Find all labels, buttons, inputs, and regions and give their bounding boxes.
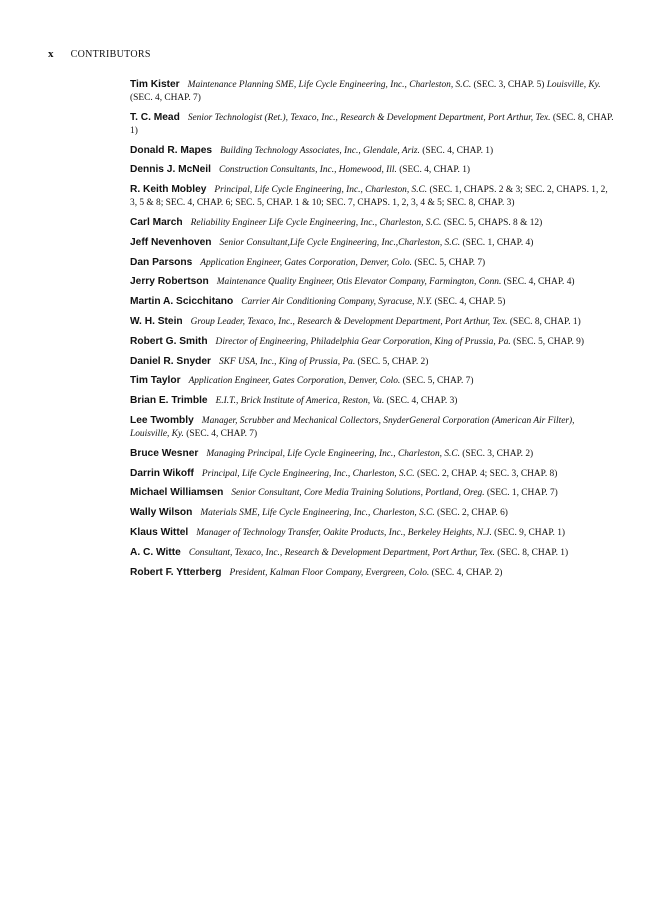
contributor-affiliation: Construction Consultants, Inc., Homewood, Ill. <box>218 165 397 176</box>
contributor-name: Martin A. Scicchitano <box>130 296 234 308</box>
contributor-section-reference: (SEC. 8, CHAP. 1) <box>509 316 581 327</box>
contributor-affiliation: Louisville, Ky. <box>546 80 601 90</box>
contributor-name: Klaus Wittel <box>130 526 189 538</box>
contributor-name: Tim Taylor <box>130 375 181 387</box>
contributor-section-reference: (SEC. 9, CHAP. 1) <box>494 527 566 538</box>
contributor-affiliation: Manager, Scrubber and Mechanical Collectors, SnyderGeneral Corporation (American Air Filter), Louisville, Ky. <box>130 415 575 439</box>
contributor-section-reference: (SEC. 4, CHAP. 7) <box>130 93 201 103</box>
contributor-entry <box>130 394 616 408</box>
contributor-affiliation: Materials SME, Life Cycle Engineering, Inc., Charleston, S.C. <box>200 508 435 519</box>
contributor-name: Brian E. Trimble <box>130 395 208 407</box>
contributor-entry <box>130 275 616 289</box>
contributor-name: Bruce Wesner <box>130 447 199 459</box>
contributor-entry <box>130 183 616 210</box>
contributor-name: R. Keith Mobley <box>130 184 207 196</box>
contributor-affiliation: Director of Engineering, Philadelphia Gear Corporation, King of Prussia, Pa. <box>215 336 511 347</box>
contributor-affiliation: Principal, Life Cycle Engineering, Inc., Charleston, S.C. <box>201 468 415 479</box>
contributor-entry <box>130 486 616 500</box>
contributor-section-reference: (SEC. 5, CHAP. 7) <box>414 257 486 268</box>
contributor-section-reference: (SEC. 4, CHAP. 1) <box>399 165 471 176</box>
contributor-section-reference: (SEC. 8, CHAP. 1) <box>497 547 569 558</box>
contributor-entry <box>130 374 616 388</box>
contributor-entry <box>130 546 616 560</box>
contributor-entry <box>130 506 616 520</box>
contributor-name: Tim Kister <box>130 79 180 90</box>
contributor-name: Jerry Robertson <box>130 276 209 288</box>
contributor-affiliation: E.I.T., Brick Institute of America, Reston, Va. <box>215 396 385 407</box>
contributor-section-reference: (SEC. 1, CHAP. 7) <box>486 488 558 499</box>
contributor-entry <box>130 355 616 369</box>
contributor-section-reference: (SEC. 5, CHAPS. 8 & 12) <box>443 217 543 228</box>
contributor-affiliation: Maintenance Planning SME, Life Cycle Engineering, Inc., Charleston, S.C. <box>187 80 472 90</box>
contributor-entry <box>130 236 616 250</box>
contributor-affiliation: Group Leader, Texaco, Inc., Research & Development Department, Port Arthur, Tex. <box>190 316 508 327</box>
contributor-name: A. C. Witte <box>130 546 181 558</box>
contributor-section-reference: (SEC. 5, CHAP. 9) <box>513 336 584 347</box>
contributor-name: Daniel R. Snyder <box>130 355 211 367</box>
contributor-entry <box>130 111 616 138</box>
contributor-entry <box>130 315 616 329</box>
contributor-affiliation: Senior Consultant, Core Media Training Solutions, Portland, Oreg. <box>231 488 485 499</box>
contributor-section-reference: (SEC. 3, CHAP. 2) <box>462 448 534 459</box>
contributor-name: Carl March <box>130 216 183 228</box>
contributor-affiliation: Senior Consultant,Life Cycle Engineering, Inc.,Charleston, S.C. <box>219 237 461 248</box>
contributor-affiliation: Building Technology Associates, Inc., Glendale, Ariz. <box>220 145 420 156</box>
contributor-section-reference: (SEC. 5, CHAP. 2) <box>357 356 429 367</box>
contributor-entry <box>130 447 616 461</box>
contributor-entry <box>130 526 616 540</box>
contributor-affiliation: Managing Principal, Life Cycle Engineering, Inc., Charleston, S.C. <box>206 448 460 459</box>
section-title: CONTRIBUTORS <box>70 49 151 60</box>
contributor-section-reference: (SEC. 5, CHAP. 7) <box>402 376 474 387</box>
contributor-name: Robert G. Smith <box>130 335 208 347</box>
contributor-entry <box>130 256 616 270</box>
contributor-section-reference: (SEC. 4, CHAP. 5) <box>434 297 506 308</box>
contributor-affiliation: Consultant, Texaco, Inc., Research & Development Department, Port Arthur, Tex. <box>188 547 495 558</box>
contributor-affiliation: Application Engineer, Gates Corporation, Denver, Colo. <box>188 376 401 387</box>
contributor-affiliation: SKF USA, Inc., King of Prussia, Pa. <box>218 356 356 367</box>
contributor-entry <box>130 295 616 309</box>
contributor-name: Dennis J. McNeil <box>130 164 211 176</box>
contributor-name: Wally Wilson <box>130 507 193 519</box>
contributor-section-reference: (SEC. 2, CHAP. 4; SEC. 3, CHAP. 8) <box>416 468 558 479</box>
contributor-section-reference: (SEC. 4, CHAP. 7) <box>186 428 258 439</box>
contributor-entry <box>130 144 616 158</box>
contributor-name: Dan Parsons <box>130 256 193 268</box>
contributor-name: Michael Williamsen <box>130 487 224 499</box>
contributor-affiliation: Reliability Engineer Life Cycle Engineering, Inc., Charleston, S.C. <box>190 217 442 228</box>
page-header <box>48 48 151 60</box>
contributor-section-reference: (SEC. 1, CHAP. 4) <box>462 237 534 248</box>
contributor-section-reference: (SEC. 8, CHAP. 1) <box>130 112 614 136</box>
page-number: x <box>48 48 54 60</box>
contributor-affiliation: Maintenance Quality Engineer, Otis Elevator Company, Farmington, Conn. <box>216 277 502 288</box>
contributor-affiliation: Manager of Technology Transfer, Oakite Products, Inc., Berkeley Heights, N.J. <box>196 527 492 538</box>
contributor-entry <box>130 414 616 441</box>
contributor-section-reference: (SEC. 4, CHAP. 1) <box>422 145 494 156</box>
contributor-name: Jeff Nevenhoven <box>130 236 212 248</box>
contributor-section-reference: (SEC. 3, CHAP. 5) <box>473 80 545 90</box>
contributor-name: Donald R. Mapes <box>130 144 213 156</box>
contributor-affiliation: Principal, Life Cycle Engineering, Inc., Charleston, S.C. <box>214 185 428 196</box>
contributor-entry <box>130 467 616 481</box>
contributor-affiliation: Application Engineer, Gates Corporation, Denver, Colo. <box>200 257 412 268</box>
contributor-affiliation: President, Kalman Floor Company, Evergreen, Colo. <box>229 567 430 578</box>
contributor-affiliation: Carrier Air Conditioning Company, Syracuse, N.Y. <box>241 297 433 308</box>
contributor-name: Robert F. Ytterberg <box>130 566 222 578</box>
contributor-entry <box>130 566 616 580</box>
contributor-entry <box>130 163 616 177</box>
contributors-list <box>130 78 616 585</box>
contributor-name: Darrin Wikoff <box>130 467 194 479</box>
contributor-entry <box>130 335 616 349</box>
contributor-entry <box>130 78 616 105</box>
contributor-name: W. H. Stein <box>130 315 183 327</box>
contributor-section-reference: (SEC. 1, CHAPS. 2 & 3; SEC. 2, CHAPS. 1, 2, 3, 5 & 8; SEC. 4, CHAP. 6; SEC. 5, CHAP. 1 & 10; SEC. 7, CHAPS. 1, 2, 3, 4 & 5; SEC. 8, CHAP. 3) <box>130 185 608 209</box>
contributor-name: T. C. Mead <box>130 111 180 123</box>
contributor-name: Lee Twombly <box>130 414 194 426</box>
contributor-section-reference: (SEC. 4, CHAP. 3) <box>386 396 458 407</box>
contributor-section-reference: (SEC. 4, CHAP. 2) <box>431 567 503 578</box>
contributor-affiliation: Senior Technologist (Ret.), Texaco, Inc., Research & Development Department, Port Arthur, Tex. <box>187 112 551 123</box>
contributor-section-reference: (SEC. 4, CHAP. 4) <box>503 277 575 288</box>
contributor-entry <box>130 216 616 230</box>
contributor-section-reference: (SEC. 2, CHAP. 6) <box>437 508 508 519</box>
